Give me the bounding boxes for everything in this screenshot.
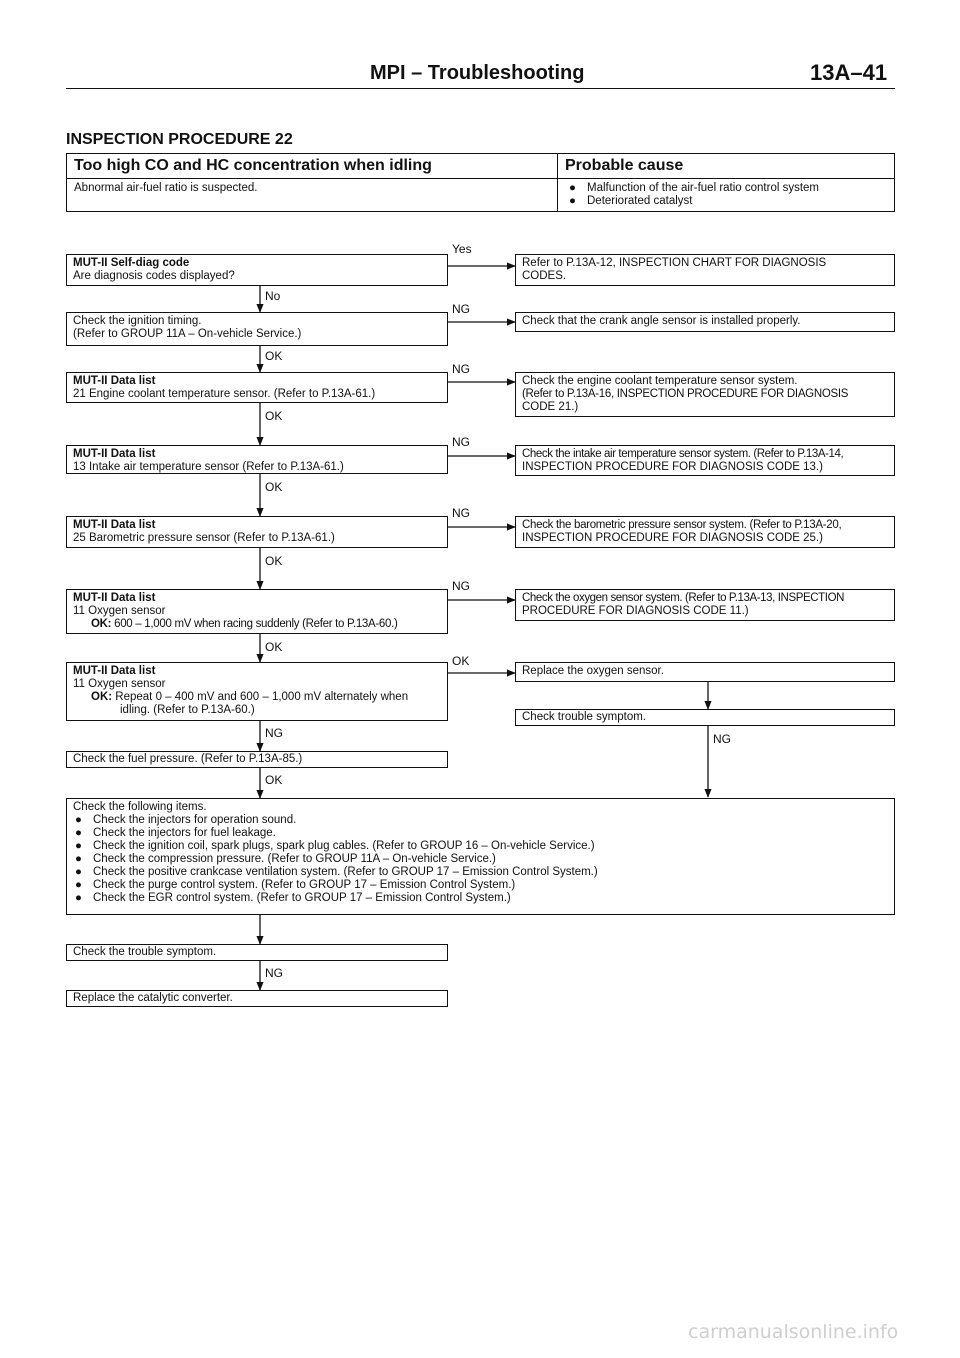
step-replace-catalytic-converter: Replace the catalytic converter. bbox=[66, 990, 448, 1007]
step-intake-air-sensor: MUT-II Data list 13 Intake air temperature sensor (Refer to P.13A-61.) bbox=[66, 445, 448, 474]
ok-label: OK bbox=[265, 554, 283, 568]
watermark: carmanualsonline.info bbox=[688, 1321, 899, 1343]
result-barometric-system: Check the barometric pressure sensor system. (Refer to P.13A-20, INSPECTION PROCEDURE FOR DIAGNOSIS CODE 25.) bbox=[515, 516, 895, 548]
ng-label: NG bbox=[452, 579, 470, 593]
step-oxygen-sensor-racing: MUT-II Data list 11 Oxygen sensor OK: 600 – 1,000 mV when racing suddenly (Refer to P.13A-60.) bbox=[66, 589, 448, 634]
step-check-trouble-symptom: Check the trouble symptom. bbox=[66, 944, 448, 961]
check-item: ● Check the ignition coil, spark plugs, spark plug cables. (Refer to GROUP 16 – On-vehicle Service.) bbox=[75, 840, 595, 852]
no-label: No bbox=[265, 289, 281, 303]
result-replace-oxygen-sensor: Replace the oxygen sensor. bbox=[515, 662, 895, 682]
yes-label: Yes bbox=[452, 242, 472, 256]
result-oxygen-system: Check the oxygen sensor system. (Refer to P.13A-13, INSPECTION PROCEDURE FOR DIAGNOSIS CODE 11.) bbox=[515, 589, 895, 621]
step-self-diag bbox=[66, 254, 448, 286]
ng-label: NG bbox=[452, 302, 470, 316]
ok-label: OK bbox=[265, 480, 283, 494]
result-intake-air-system: Check the intake air temperature sensor system. (Refer to P.13A-14, INSPECTION PROCEDURE FOR DIAGNOSIS CODE 13.) bbox=[515, 445, 895, 476]
check-trouble-symptom: Check trouble symptom. bbox=[515, 709, 895, 726]
symptom-description: Abnormal air-fuel ratio is suspected. bbox=[67, 179, 558, 212]
ok-label: OK bbox=[452, 654, 470, 668]
ng-label: NG bbox=[452, 362, 470, 376]
step-barometric-sensor: MUT-II Data list 25 Barometric pressure sensor (Refer to P.13A-61.) bbox=[66, 516, 448, 548]
cause-header: Probable cause bbox=[558, 154, 895, 179]
check-item: ● Check the injectors for operation sound. bbox=[75, 814, 297, 826]
ng-label: NG bbox=[265, 726, 283, 740]
step-ignition-timing: Check the ignition timing. (Refer to GROUP 11A – On-vehicle Service.) bbox=[66, 312, 448, 346]
section-title: INSPECTION PROCEDURE 22 bbox=[66, 131, 293, 148]
step-coolant-sensor: MUT-II Data list 21 Engine coolant temperature sensor. (Refer to P.13A-61.) bbox=[66, 372, 448, 403]
cause-item: ● Malfunction of the air-fuel ratio control system bbox=[569, 182, 820, 194]
ok-label: OK bbox=[265, 773, 283, 787]
check-item: ● Check the injectors for fuel leakage. bbox=[75, 827, 276, 839]
ok-label: OK bbox=[265, 640, 283, 654]
ng-label: NG bbox=[452, 435, 470, 449]
page-number: 13A–41 bbox=[810, 60, 888, 85]
result-coolant-system: Check the engine coolant temperature sensor system. (Refer to P.13A-16, INSPECTION PROCEDURE FOR DIAGNOSIS CODE 21.) bbox=[515, 372, 895, 417]
ok-label: OK bbox=[265, 349, 283, 363]
ng-label: NG bbox=[713, 732, 731, 746]
step-text: Are diagnosis codes displayed? bbox=[73, 270, 235, 282]
cause-item: ● Deteriorated catalyst bbox=[569, 195, 693, 207]
result-crank-angle: Check that the crank angle sensor is installed properly. bbox=[515, 312, 895, 332]
ng-label: NG bbox=[265, 966, 283, 980]
check-item: ● Check the purge control system. (Refer to GROUP 17 – Emission Control System.) bbox=[75, 879, 516, 891]
ok-label: OK bbox=[265, 409, 283, 423]
step-check-items: Check the following items. ● Check the injectors for operation sound. ● Check the injectors for fuel leakage. ● Check the ignition coil, spark plugs, spark plug cables. (Refer to GROUP 16 – On-vehicle Service.) ● Check the compression pressure. (Refer to GROUP 11A – On-vehicle Service.) ● Check the positive crankcase ventilation system. (Refer to GROUP 17 – Emission Control System.) ● Check the purge control system. (Refer to GROUP 17 – Emission Control System.) ● Check the EGR control system. (Refer to GROUP 17 – Emission Control System.) bbox=[66, 798, 895, 915]
step-oxygen-sensor-idling: MUT-II Data list 11 Oxygen sensor OK: Repeat 0 – 400 mV and 600 – 1,000 mV alternately when idling. (Refer to P.13A-60.) bbox=[66, 662, 448, 721]
check-item: ● Check the compression pressure. (Refer to GROUP 11A – On-vehicle Service.) bbox=[75, 853, 496, 865]
step-fuel-pressure: Check the fuel pressure. (Refer to P.13A-85.) bbox=[66, 751, 448, 768]
ng-label: NG bbox=[452, 506, 470, 520]
page-title: MPI – Troubleshooting bbox=[370, 62, 585, 84]
check-item: ● Check the EGR control system. (Refer to GROUP 17 – Emission Control System.) bbox=[75, 892, 511, 904]
result-diagnosis-chart: Refer to P.13A-12, INSPECTION CHART FOR DIAGNOSIS CODES. bbox=[515, 254, 895, 286]
symptom-header: Too high CO and HC concentration when idling bbox=[67, 154, 558, 179]
step-title: MUT-II Self-diag code bbox=[73, 257, 190, 269]
check-item: ● Check the positive crankcase ventilation system. (Refer to GROUP 17 – Emission Control System.) bbox=[75, 866, 598, 878]
